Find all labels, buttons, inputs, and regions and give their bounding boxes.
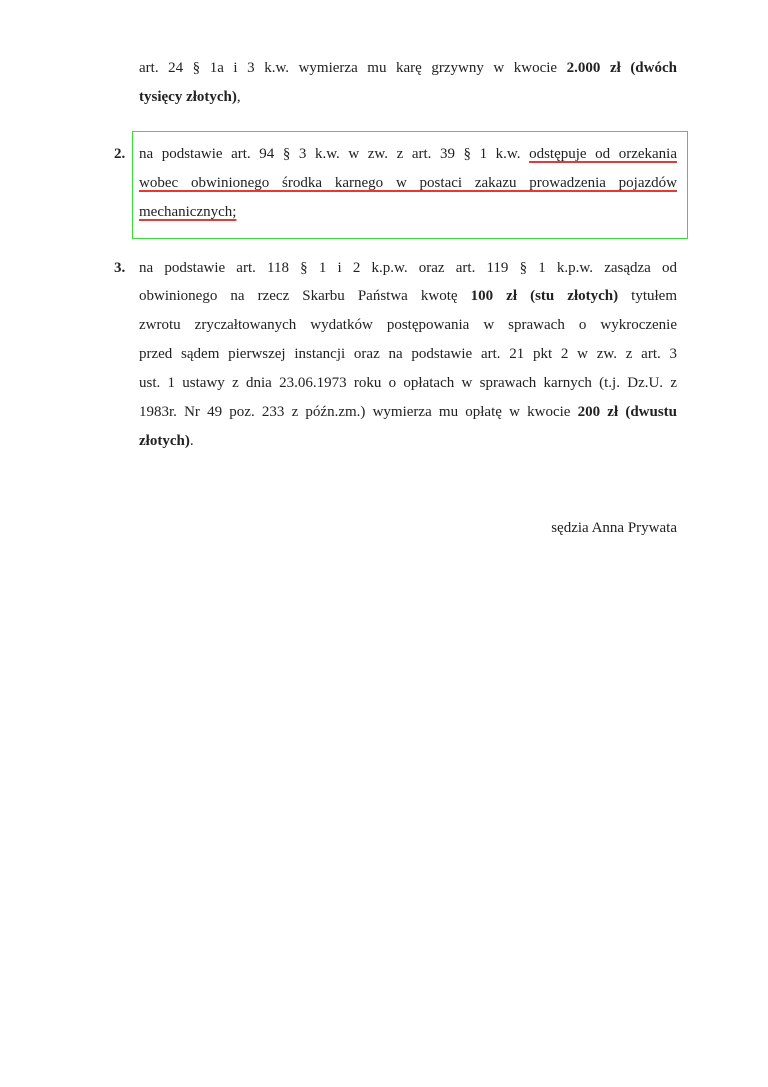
text: ,: [236, 89, 241, 105]
bold-amount: 2.000 zł (dwóch: [566, 60, 677, 76]
item2-number: 2.: [114, 146, 126, 162]
item3-number: 3.: [114, 260, 126, 276]
item1-line2: [139, 87, 677, 107]
bold-amount: tysięcy złotych): [139, 89, 237, 105]
underlined-text: odstępuje od orzekania: [529, 146, 678, 162]
text: obwinionego na rzecz Skarbu Państwa kwotę: [139, 288, 471, 304]
underlined-text: mechanicznych;: [139, 204, 237, 220]
item3-line3: zwrotu zryczałtowanych wydatków postępowania w sprawach o wykroczenie: [139, 317, 677, 333]
item3-line2: [139, 286, 677, 306]
text: na podstawie art. 94 § 3 k.w. w zw. z art. 39 § 1 k.w.: [139, 146, 530, 162]
item3-line7: [139, 431, 677, 451]
item3-line1: na podstawie art. 118 § 1 i 2 k.p.w. oraz art. 119 § 1 k.p.w. zasądza od: [139, 260, 677, 276]
bold-amount: 200 zł (dwustu: [577, 404, 678, 420]
bold-amount: 100 zł (stu złotych): [470, 288, 619, 304]
item3-line6: [139, 402, 677, 422]
text: .: [189, 433, 194, 449]
item3-line4: przed sądem pierwszej instancji oraz na podstawie art. 21 pkt 2 w zw. z art. 3: [139, 346, 677, 362]
text: art. 24 § 1a i 3 k.w. wymierza mu karę grzywny w kwocie: [139, 60, 567, 76]
bold-amount: złotych): [139, 433, 190, 449]
item3-line5: ust. 1 ustawy z dnia 23.06.1973 roku o opłatach w sprawach karnych (t.j. Dz.U. z: [139, 375, 677, 391]
signature: sędzia Anna Prywata: [551, 520, 677, 536]
underlined-text: wobec obwinionego środka karnego w postaci zakazu prowadzenia pojazdów: [139, 175, 677, 191]
item1-line1: [139, 58, 677, 78]
text: tytułem: [618, 288, 678, 304]
text: 1983r. Nr 49 poz. 233 z późn.zm.) wymierza mu opłatę w kwocie: [139, 404, 578, 420]
item2-line1: [139, 144, 677, 164]
item2-line2: [139, 173, 677, 193]
item2-line3: [139, 202, 677, 222]
